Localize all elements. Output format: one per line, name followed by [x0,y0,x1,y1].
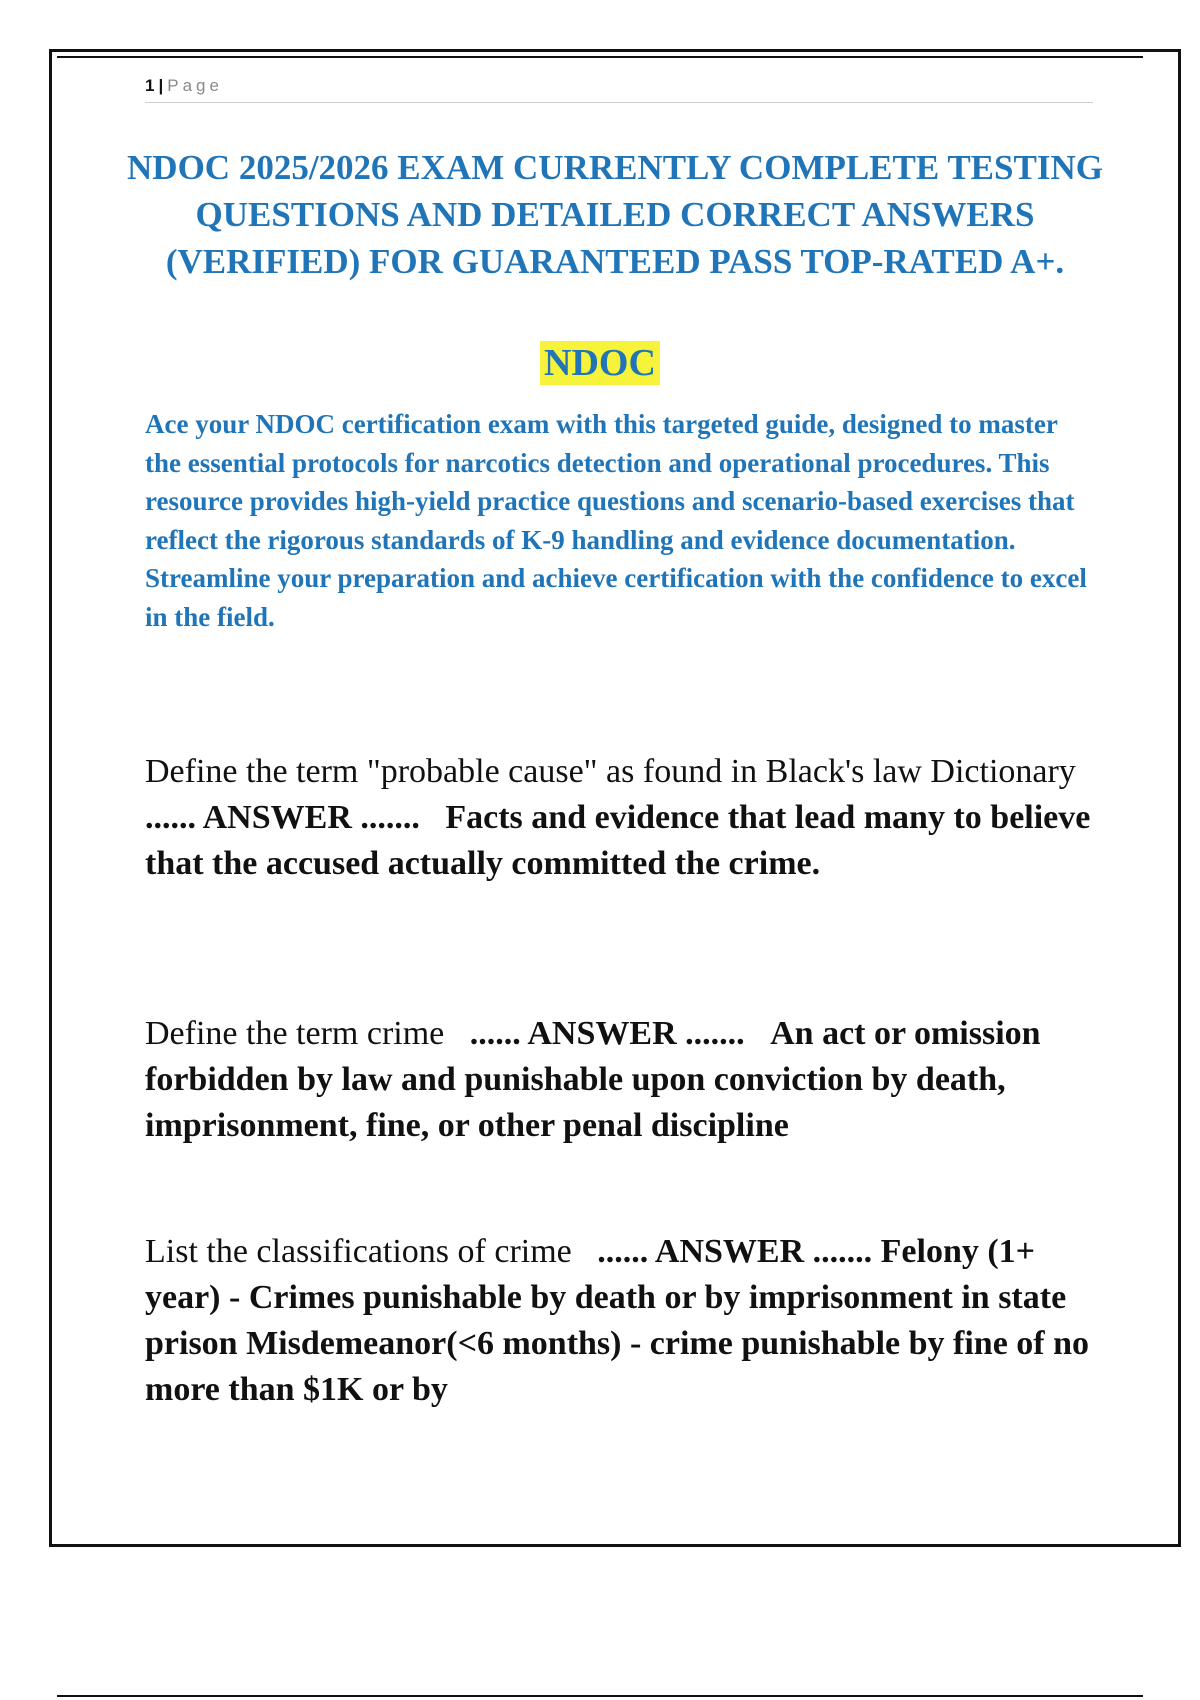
page-number: 1 [145,76,155,95]
intro-paragraph: Ace your NDOC certification exam with this targeted guide, designed to master the essential protocols for narcotics detection and operational procedures. This resource provides high-yield practice questions and scenario-based exercises that reflect the rigorous standards of K-9 handling and evidence documentation. Streamline your preparation and achieve certification with the confidence to excel in the field. [145,409,1087,632]
qa-item [145,1229,1095,1413]
question-text: Define the term crime [145,1015,445,1052]
answer-marker: ...... ANSWER ....... [145,799,420,836]
question-text: List the classifications of crime [145,1233,572,1270]
highlight-tag-wrapper [0,341,1200,385]
answer-marker: ...... ANSWER ....... [469,1015,745,1052]
answer-text: Facts and evidence that lead many to believe that the accused actually committed the crime. [145,799,1091,882]
page-header [145,74,1093,103]
highlight-tag: NDOC [540,341,660,385]
page-separator: | [158,76,164,95]
next-page-top-rule [57,1695,1143,1697]
answer-text: Felony (1+ year) - Crimes punishable by death or by imprisonment in state prison Misdemeanor(<6 months) - crime punishable by fine of no more than $1K or by [145,1233,1090,1408]
answer-marker: ...... ANSWER ....... [597,1233,873,1270]
qa-item [145,1011,1095,1149]
document-title: NDOC 2025/2026 EXAM CURRENTLY COMPLETE TESTING QUESTIONS AND DETAILED CORRECT ANSWERS (VERIFIED) FOR GUARANTEED PASS TOP-RATED A+. [127,148,1103,281]
page-label: Page [167,76,223,95]
border-top-line [57,56,1143,58]
qa-item [145,749,1095,887]
question-text: Define the term "probable cause" as found in Black's law Dictionary [145,753,1076,790]
answer-text: An act or omission forbidden by law and punishable upon conviction by death, imprisonment, fine, or other penal discipline [145,1015,1041,1144]
